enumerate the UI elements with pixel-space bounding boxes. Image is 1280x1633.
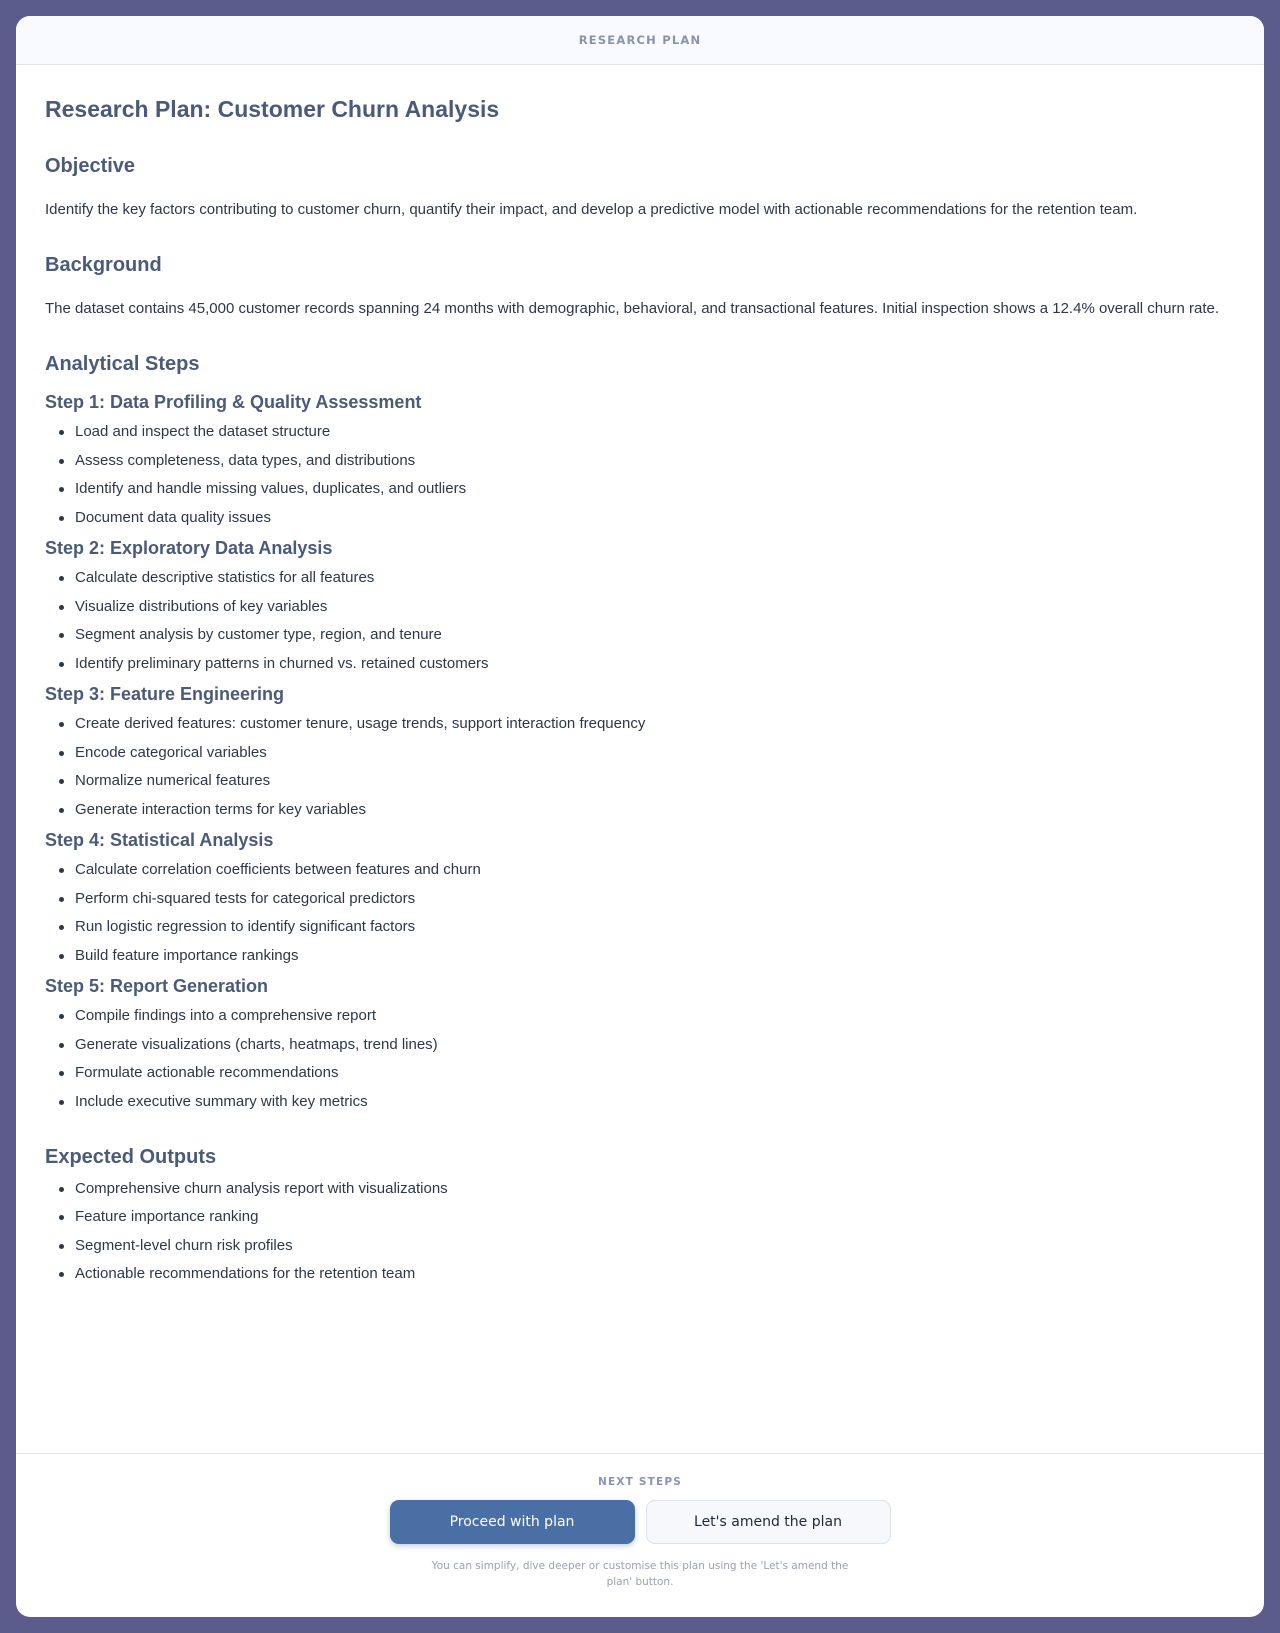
list-item: Identify and handle missing values, duplicates, and outliers xyxy=(45,479,1235,499)
list-item: Generate visualizations (charts, heatmaps, trend lines) xyxy=(45,1035,1235,1055)
list-item: Load and inspect the dataset structure xyxy=(45,422,1235,442)
step-title: Step 5: Report Generation xyxy=(45,976,269,996)
list-item: Formulate actionable recommendations xyxy=(45,1063,1235,1083)
list-item: Perform chi-squared tests for categorical predictors xyxy=(45,889,1235,909)
step-title: Step 1: Data Profiling & Quality Assessment xyxy=(45,392,422,412)
amend-hint: You can simplify, dive deeper or customise this plan using the 'Let's amend the plan' button. xyxy=(431,1560,849,1588)
amend-plan-button[interactable]: Let's amend the plan xyxy=(646,1500,891,1544)
list-item: Feature importance ranking xyxy=(45,1207,1235,1227)
list-item: Actionable recommendations for the retention team xyxy=(45,1264,1235,1284)
list-item: Calculate correlation coefficients between features and churn xyxy=(45,860,1235,880)
list-item: Build feature importance rankings xyxy=(45,946,1235,966)
background-text: The dataset contains 45,000 customer records spanning 24 months with demographic, behavioral, and transactional features. Initial inspection shows a 12.4% overall churn rate. xyxy=(45,300,1220,317)
list-item: Comprehensive churn analysis report with visualizations xyxy=(45,1179,1235,1199)
proceed-button[interactable]: Proceed with plan xyxy=(390,1500,635,1544)
objective-text: Identify the key factors contributing to customer churn, quantify their impact, and develop a predictive model with actionable recommendations for the retention team. xyxy=(45,201,1138,218)
expected-outputs-heading: Expected Outputs xyxy=(45,1145,217,1168)
analytical-steps-heading: Analytical Steps xyxy=(45,353,200,375)
list-item: Run logistic regression to identify significant factors xyxy=(45,917,1235,937)
card-header: RESEARCH PLAN xyxy=(16,16,1264,65)
plan-title: Research Plan: Customer Churn Analysis xyxy=(45,96,500,122)
list-item: Assess completeness, data types, and distributions xyxy=(45,451,1235,471)
list-item: Segment analysis by customer type, region, and tenure xyxy=(45,625,1235,645)
next-steps-footer xyxy=(16,1453,1264,1617)
step-title: Step 2: Exploratory Data Analysis xyxy=(45,538,333,558)
step-title: Step 4: Statistical Analysis xyxy=(45,830,274,850)
action-buttons xyxy=(390,1500,891,1544)
next-steps-label: NEXT STEPS xyxy=(597,1476,683,1488)
background-heading: Background xyxy=(45,254,162,276)
list-item: Create derived features: customer tenure, usage trends, support interaction frequency xyxy=(45,714,1235,734)
list-item: Compile findings into a comprehensive report xyxy=(45,1006,1235,1026)
step-list xyxy=(45,422,1235,528)
outputs-list xyxy=(45,1179,1235,1285)
list-item: Visualize distributions of key variables xyxy=(45,597,1235,617)
list-item: Encode categorical variables xyxy=(45,743,1235,763)
step-list xyxy=(45,714,1235,820)
step-list xyxy=(45,568,1235,674)
step-title: Step 3: Feature Engineering xyxy=(45,684,285,704)
research-plan-card xyxy=(16,16,1264,1617)
step-list xyxy=(45,1006,1235,1112)
objective-heading: Objective xyxy=(45,155,136,177)
step-list xyxy=(45,860,1235,966)
list-item: Document data quality issues xyxy=(45,508,1235,528)
plan-content xyxy=(45,65,1235,1293)
list-item: Segment-level churn risk profiles xyxy=(45,1236,1235,1256)
list-item: Normalize numerical features xyxy=(45,771,1235,791)
list-item: Identify preliminary patterns in churned vs. retained customers xyxy=(45,654,1235,674)
list-item: Calculate descriptive statistics for all features xyxy=(45,568,1235,588)
list-item: Generate interaction terms for key variables xyxy=(45,800,1235,820)
list-item: Include executive summary with key metrics xyxy=(45,1092,1235,1112)
